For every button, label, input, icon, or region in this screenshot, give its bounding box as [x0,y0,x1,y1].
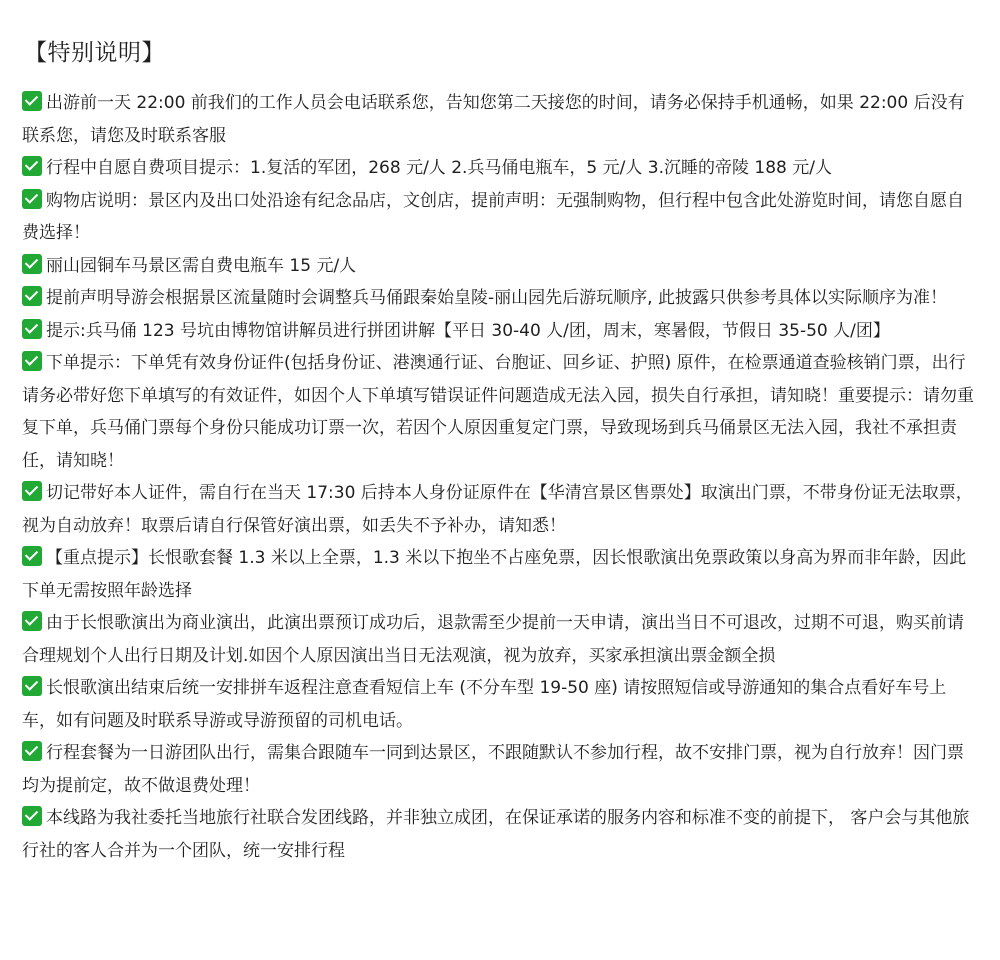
note-item [22,315,978,348]
check-mark-icon [22,481,42,501]
note-item [22,672,978,737]
check-mark-icon [22,156,42,176]
note-item [22,152,978,185]
notes-list [22,87,978,867]
note-item [22,87,978,152]
note-item [22,347,978,477]
check-mark-icon [22,806,42,826]
note-text: 切记带好本人证件，需自行在当天 17:30 后持本人身份证原件在【华清宫景区售票处】取演出门票，不带身份证无法取票，视为自动放弃！取票后请自行保管好演出票，如丢失不予补办，请知悉！ [22,483,973,536]
note-text: 提示:兵马俑 123 号坑由博物馆讲解员进行拼团讲解【平日 30-40 人/团，周末，寒暑假，节假日 35-50 人/团】 [46,320,890,341]
note-text: 购物店说明：景区内及出口处沿途有纪念品店，文创店，提前声明：无强制购物，但行程中包含此处游览时间，请您自愿自费选择！ [22,190,964,243]
note-text: 提前声明导游会根据景区流量随时会调整兵马俑跟秦始皇陵-丽山园先后游玩顺序, 此披露只供参考具体以实际顺序为准！ [46,288,947,308]
note-text: 下单提示：下单凭有效身份证件(包括身份证、港澳通行证、台胞证、回乡证、护照) 原件，在检票通道查验核销门票，出行请务必带好您下单填写的有效证件，如因个人下单填写错误证件问题造成无法入园，损失自行承担，请知晓！重要提示：请勿重复下单，兵马俑门票每个身份只能成功订票一次，若因个人原因重复定门票，导致现场到兵马俑景区无法入园，我社不承担责任，请知晓！ [22,353,974,471]
note-text: 【重点提示】长恨歌套餐 1.3 米以上全票，1.3 米以下抱坐不占座免票，因长恨歌演出免票政策以身高为界而非年龄，因此下单无需按照年龄选择 [22,548,967,601]
note-item [22,250,978,283]
section-title: 【特别说明】 [24,40,165,66]
note-text: 行程中自愿自费项目提示：1.复活的军团，268 元/人 2.兵马俑电瓶车，5 元/人 3.沉睡的帝陵 188 元/人 [46,158,832,178]
check-mark-icon [22,611,42,631]
check-mark-icon [22,741,42,761]
check-mark-icon [22,286,42,306]
check-mark-icon [22,91,42,111]
note-text: 行程套餐为一日游团队出行，需集合跟随车一同到达景区，不跟随默认不参加行程，故不安排门票，视为自行放弃！因门票均为提前定，故不做退费处理！ [22,743,964,796]
check-mark-icon [22,546,42,566]
note-item [22,802,978,867]
note-item [22,185,978,250]
note-text: 出游前一天 22:00 前我们的工作人员会电话联系您，告知您第二天接您的时间，请务必保持手机通畅，如果 22:00 后没有联系您，请您及时联系客服 [22,93,965,146]
note-item [22,282,978,315]
note-item [22,477,978,542]
note-item [22,542,978,607]
note-text: 丽山园铜车马景区需自费电瓶车 15 元/人 [46,255,357,276]
note-item [22,607,978,672]
check-mark-icon [22,676,42,696]
note-text: 本线路为我社委托当地旅行社联合发团线路，并非独立成团，在保证承诺的服务内容和标准不变的前提下， 客户会与其他旅行社的客人合并为一个团队，统一安排行程 [22,808,970,861]
check-mark-icon [22,319,42,339]
check-mark-icon [22,189,42,209]
check-mark-icon [22,351,42,371]
note-text: 由于长恨歌演出为商业演出，此演出票预订成功后，退款需至少提前一天申请，演出当日不可退改，过期不可退，购买前请合理规划个人出行日期及计划.如因个人原因演出当日无法观演，视为放弃，买家承担演出票金额全损 [22,613,964,666]
note-item [22,737,978,802]
note-text: 长恨歌演出结束后统一安排拼车返程注意查看短信上车 (不分车型 19-50 座) 请按照短信或导游通知的集合点看好车号上车，如有问题及时联系导游或导游预留的司机电话。 [22,678,947,731]
check-mark-icon [22,254,42,274]
